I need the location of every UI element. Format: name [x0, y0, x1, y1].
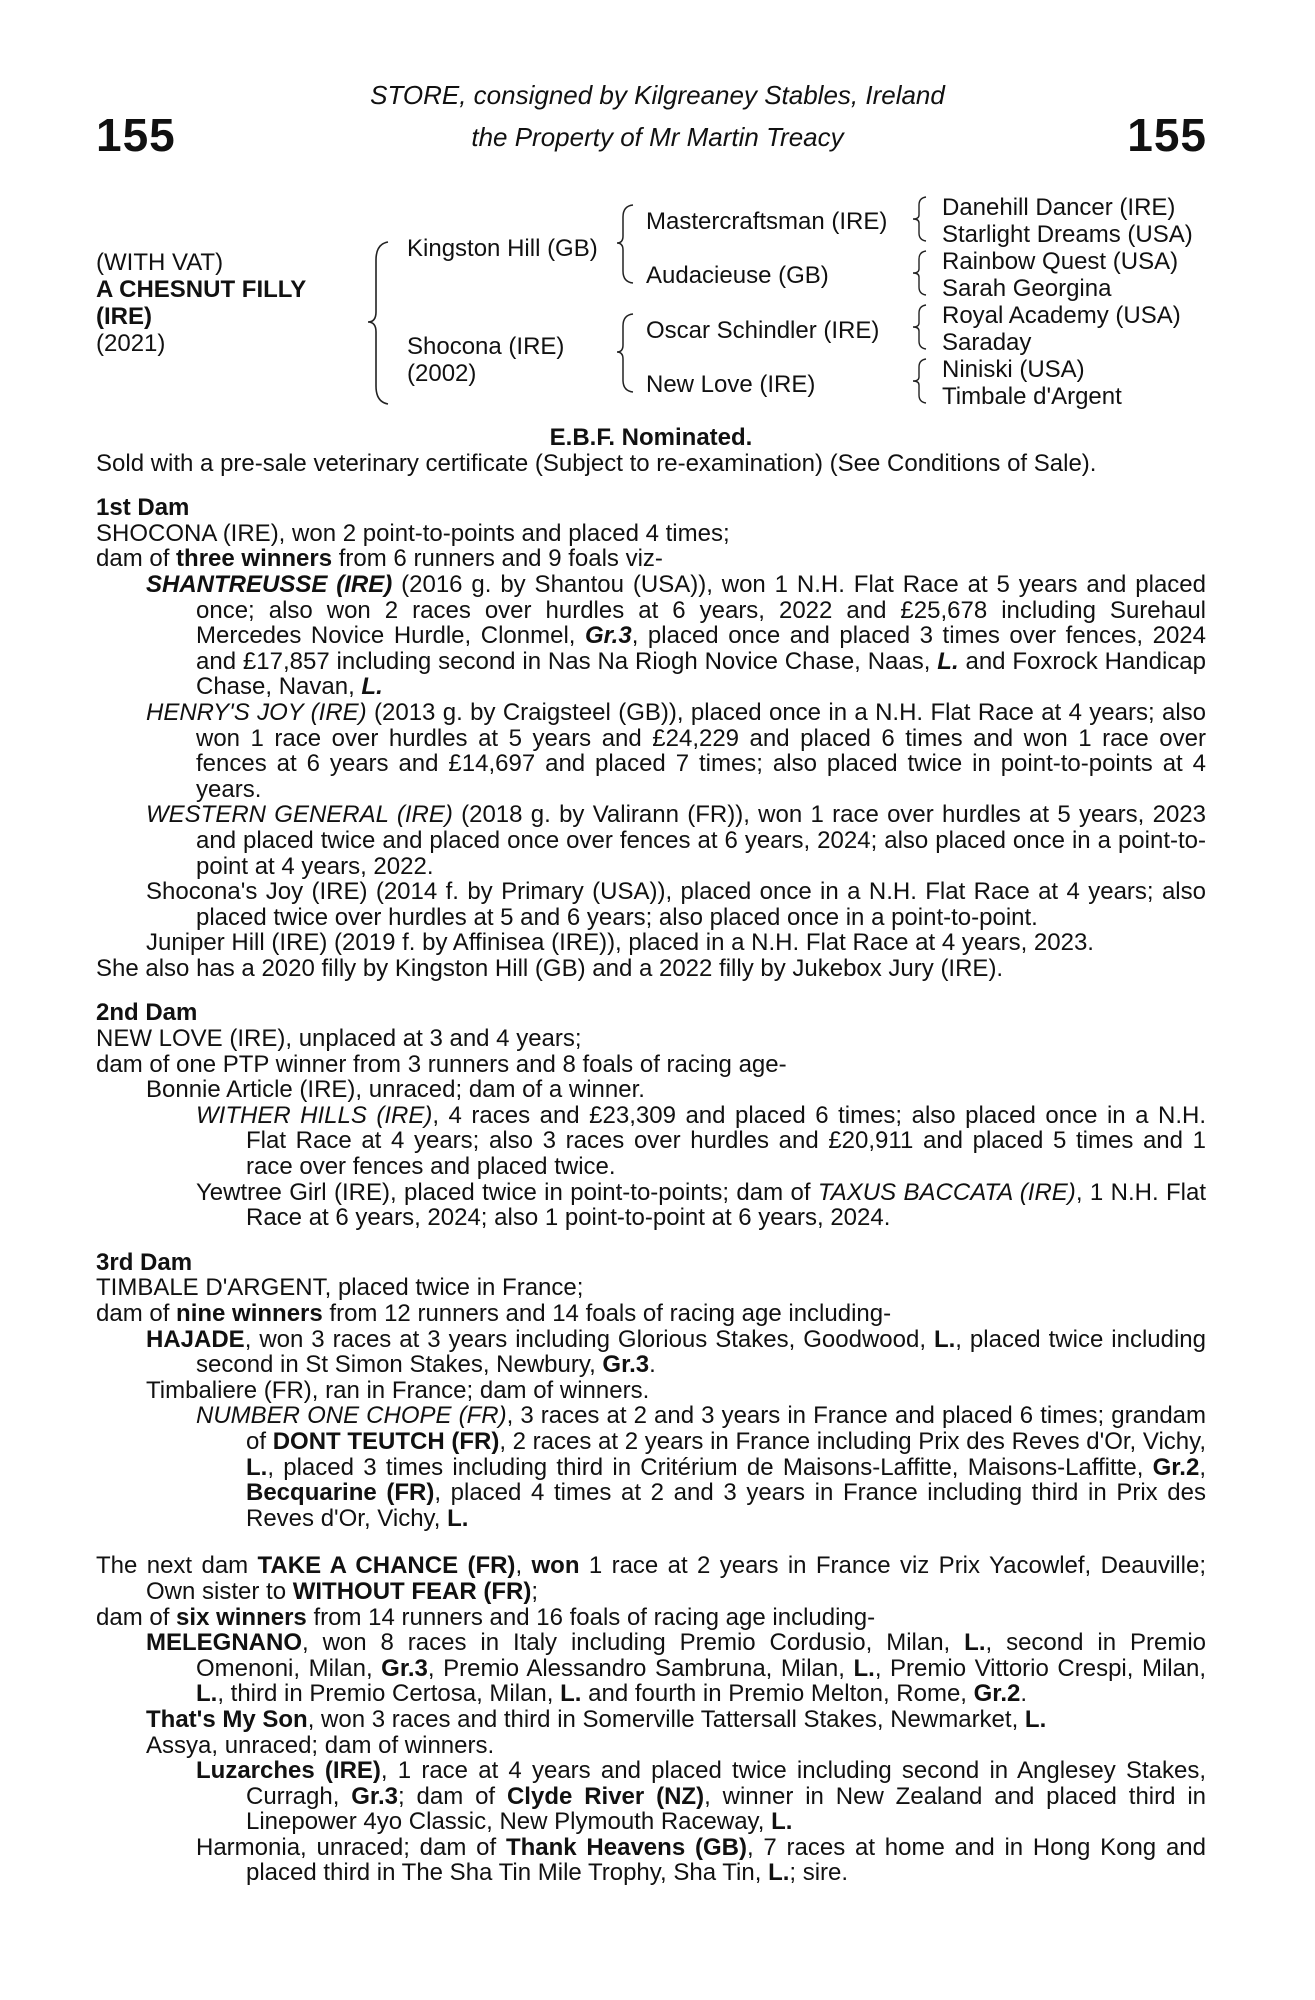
- produce-entry: That's My Son, won 3 races and third in Somerville Tattersall Stakes, Newmarket, L.: [146, 1705, 1047, 1733]
- produce-entry: Timbaliere (FR), ran in France; dam of winners.: [146, 1376, 650, 1404]
- produce-entry: Bonnie Article (IRE), unraced; dam of a winner.: [146, 1076, 645, 1104]
- next-dam-produce: dam of six winners from 14 runners and 16 foals of racing age including-: [96, 1603, 876, 1631]
- sire-dam: Audacieuse (GB): [646, 262, 829, 289]
- catalogue-body: [96, 425, 1206, 1886]
- horse-origin: (IRE): [96, 303, 152, 330]
- gg-5: Royal Academy (USA): [942, 302, 1181, 329]
- first-dam-produce: dam of three winners from 6 runners and 9 foals viz-: [96, 545, 663, 573]
- produce-entry: HENRY'S JOY (IRE) (2013 g. by Craigsteel (GB)), placed once in a N.H. Flat Race at 4 years; also won 1 race over hurdles at 5 years and £24,229 and placed 6 times and won 1 race over fences at 6 years and £14,697 and placed 7 times; also placed twice in point-to-points at 4 years.: [146, 698, 1207, 803]
- produce-entry: SHANTREUSSE (IRE) (2016 g. by Shantou (USA)), won 1 N.H. Flat Race at 5 years and placed once; also won 2 races over hurdles at 6 years, 2022 and £25,678 including Surehaul Mercedes Novice Hurdle, Clonmel, Gr.3, placed once and placed 3 times over fences, 2024 and £17,857 including second in Nas Na Riogh Novice Chase, Naas, L. and Foxrock Handicap Chase, Navan, L.: [146, 570, 1206, 701]
- ebf-note: E.B.F. Nominated.: [549, 424, 753, 451]
- sire-name: Kingston Hill (GB): [407, 235, 598, 262]
- produce-entry: Shocona's Joy (IRE) (2014 f. by Primary (USA)), placed once in a N.H. Flat Race at 4 years; also placed twice over hurdles at 5 and 6 years; also placed once in a point-to-point.: [146, 878, 1206, 931]
- pedigree-brace-1: [366, 240, 396, 405]
- horse-year: (2021): [96, 330, 166, 357]
- gg-2: Starlight Dreams (USA): [942, 221, 1193, 248]
- dam-sire: Oscar Schindler (IRE): [646, 317, 880, 344]
- third-dam-line: TIMBALE D'ARGENT, placed twice in France;: [96, 1274, 584, 1302]
- produce-entry: Harmonia, unraced; dam of Thank Heavens (GB), 7 races at home and in Hong Kong and placed third in The Sha Tin Mile Trophy, Sha Tin, L.; sire.: [196, 1833, 1206, 1887]
- pedigree-brace-2: [615, 203, 637, 285]
- first-dam-title: 1st Dam: [96, 494, 190, 522]
- first-dam-note: She also has a 2020 filly by Kingston Hill (GB) and a 2022 filly by Jukebox Jury (IRE).: [96, 954, 1004, 982]
- consignor-line: STORE, consigned by Kilgreaney Stables, Ireland: [370, 80, 945, 110]
- pedigree-brace-3: [615, 312, 637, 394]
- gg-8: Timbale d'Argent: [942, 383, 1122, 410]
- produce-entry: MELEGNANO, won 8 races in Italy including Premio Cordusio, Milan, L., second in Premio Omenoni, Milan, Gr.3, Premio Alessandro Sambruna, Milan, L., Premio Vittorio Crespi, Milan, L., third in Premio Certosa, Milan, L. and fourth in Premio Melton, Rome, Gr.2.: [146, 1629, 1207, 1708]
- produce-entry: HAJADE, won 3 races at 3 years including Glorious Stakes, Goodwood, L., placed twice including second in St Simon Stakes, Newbury, Gr.3.: [146, 1325, 1206, 1379]
- next-dam-line: The next dam TAKE A CHANCE (FR), won 1 race at 2 years in France viz Prix Yacowlef, Deauville; Own sister to WITHOUT FEAR (FR);: [96, 1552, 1206, 1605]
- produce-entry: Assya, unraced; dam of winners.: [146, 1731, 495, 1759]
- produce-entry: Yewtree Girl (IRE), placed twice in point-to-points; dam of TAXUS BACCATA (IRE), 1 N.H. Flat Race at 6 years, 2024; also 1 point-to-point at 6 years, 2024.: [196, 1178, 1207, 1232]
- second-dam-line: NEW LOVE (IRE), unplaced at 3 and 4 years;: [96, 1025, 582, 1053]
- produce-entry: Luzarches (IRE), 1 race at 4 years and placed twice including second in Anglesey Stakes, Curragh, Gr.3; dam of Clyde River (NZ), winner in New Zealand and placed third in Linepower 4yo Classic, New Plymouth Raceway, L.: [196, 1757, 1207, 1836]
- third-dam-produce: dam of nine winners from 12 runners and 14 foals of racing age including-: [96, 1300, 892, 1327]
- gg-3: Rainbow Quest (USA): [942, 248, 1179, 275]
- sire-sire: Mastercraftsman (IRE): [646, 208, 888, 235]
- pedigree-brace-4: [910, 195, 934, 415]
- produce-entry: NUMBER ONE CHOPE (FR), 3 races at 2 and 3 years in France and placed 6 times; grandam of DONT TEUTCH (FR), 2 races at 2 years in France including Prix des Reves d'Or, Vichy, L., placed 3 times including third in Critérium de Maisons-Laffitte, Maisons-Laffitte, Gr.2, Becquarine (FR), placed 4 times at 2 and 3 years in France including third in Prix des Reves d'Or, Vichy, L.: [196, 1402, 1207, 1532]
- dam-dam: New Love (IRE): [646, 371, 816, 398]
- second-dam-produce: dam of one PTP winner from 3 runners and 8 foals of racing age-: [96, 1050, 787, 1078]
- horse-name: A CHESNUT FILLY: [96, 276, 307, 303]
- gg-4: Sarah Georgina: [942, 275, 1112, 302]
- horse-info: [96, 249, 306, 357]
- gg-7: Niniski (USA): [942, 356, 1085, 383]
- produce-entry: WESTERN GENERAL (IRE) (2018 g. by Valirann (FR)), won 1 race over hurdles at 5 years, 2023 and placed twice and placed once over fences at 6 years, 2024; also placed once in a point-to-point at 4 years, 2022.: [146, 801, 1206, 880]
- lot-number: 155: [96, 109, 176, 161]
- dam-year: (2002): [407, 360, 477, 387]
- gg-1: Danehill Dancer (IRE): [942, 194, 1176, 221]
- vat-note: (WITH VAT): [96, 249, 224, 276]
- vet-note: Sold with a pre-sale veterinary certificate (Subject to re-examination) (See Conditions of Sale).: [96, 449, 1097, 477]
- property-line: the Property of Mr Martin Treacy: [471, 122, 844, 152]
- second-dam-title: 2nd Dam: [96, 999, 198, 1027]
- gg-6: Saraday: [942, 329, 1032, 356]
- third-dam-title: 3rd Dam: [96, 1248, 193, 1276]
- produce-entry: Juniper Hill (IRE) (2019 f. by Affinisea (IRE)), placed in a N.H. Flat Race at 4 years, 2023.: [146, 929, 1094, 957]
- produce-entry: WITHER HILLS (IRE), 4 races and £23,309 and placed 6 times; also placed once in a N.H. Flat Race at 4 years; also 3 races over hurdles and £20,911 and placed 5 times and 1 race over fences and placed twice.: [196, 1101, 1206, 1181]
- dam-name: Shocona (IRE): [407, 333, 565, 360]
- lot-number-right: 155: [1127, 109, 1207, 161]
- first-dam-line: SHOCONA (IRE), won 2 point-to-points and placed 4 times;: [96, 519, 730, 547]
